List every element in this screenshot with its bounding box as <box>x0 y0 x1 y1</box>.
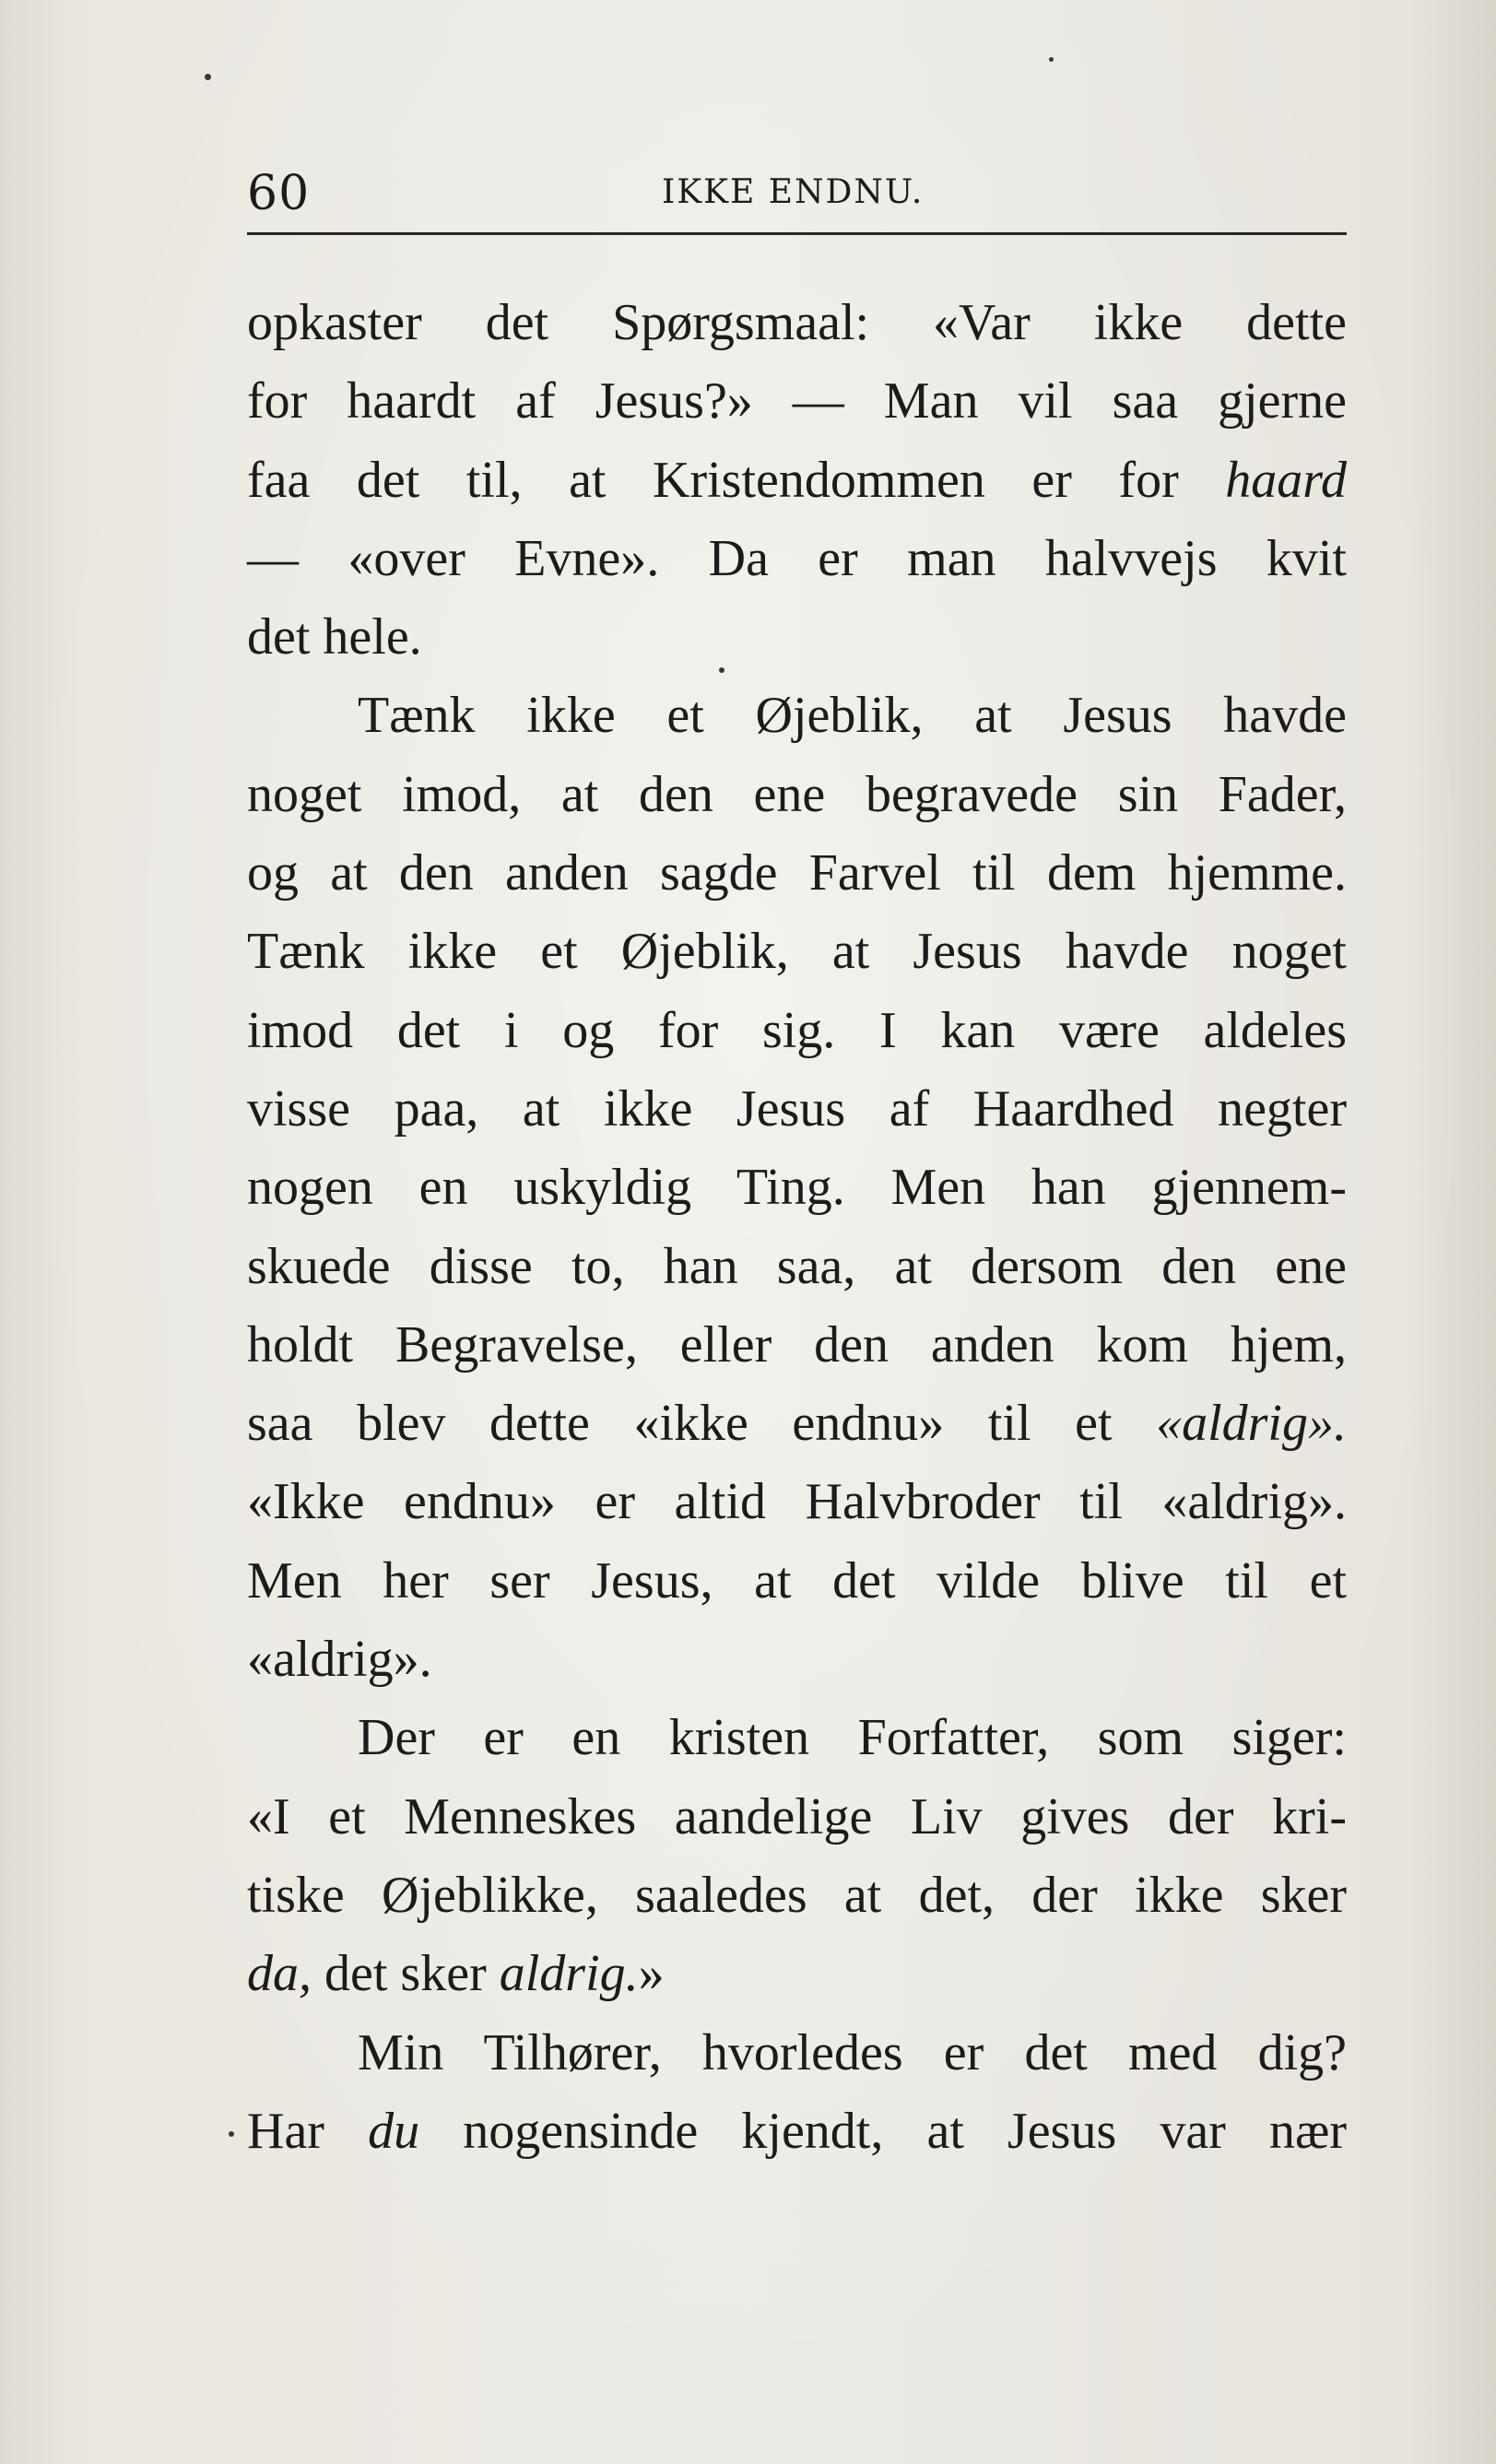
paragraph-first-line: Tænk ikke et Øjeblik, at Jesus havde <box>358 687 1347 745</box>
text-line: visse paa, at ikke Jesus af Haardhed negter <box>247 1079 1347 1138</box>
text-line: Tænk ikke et Øjeblik, at Jesus havde noget <box>247 923 1347 981</box>
text-run: det sker <box>312 1945 500 2003</box>
text-line <box>247 2093 1347 2171</box>
text-run: nogensinde kjendt, at Jesus var nær <box>419 2102 1348 2160</box>
paragraph-first-line: Der er en kristen Forfatter, som siger: <box>358 1709 1347 1767</box>
text-run: » <box>638 1945 665 2003</box>
text-line <box>247 1935 1347 2013</box>
text-line: «Ikke endnu» er altid Halvbroder til «aldrig». <box>247 1473 1347 1531</box>
text-line: det hele. <box>247 608 422 666</box>
text-line: og at den anden sagde Farvel til dem hjemme. <box>247 844 1347 902</box>
text-line <box>247 1385 1347 1463</box>
body-text <box>247 284 1347 2171</box>
text-run: saa blev dette «ikke endnu» til et <box>247 1395 1157 1453</box>
emphasis-text: du <box>368 2102 420 2160</box>
text-line: — «over Evne». Da er man halvvejs kvit <box>247 529 1347 587</box>
text-line: «I et Menneskes aandelige Liv gives der kri- <box>247 1787 1347 1845</box>
emphasis-text: haard <box>1225 451 1347 509</box>
ink-speck <box>229 2131 234 2137</box>
text-line: «aldrig». <box>247 1631 432 1689</box>
paragraph-first-line: Min Tilhører, hvorledes er det med dig? <box>358 2023 1347 2081</box>
emphasis-text: «aldrig». <box>1156 1395 1347 1453</box>
text-line: imod det i og for sig. I kan være aldeles <box>247 1001 1347 1059</box>
text-line: opkaster det Spørgsmaal: «Var ikke dette <box>247 294 1347 351</box>
text-line: noget imod, at den ene begravede sin Fader, <box>247 765 1347 823</box>
text-run: faa det til, at Kristendommen er for <box>247 451 1226 509</box>
text-line <box>247 442 1347 520</box>
page-number: 60 <box>247 166 311 221</box>
text-line: nogen en uskyldig Ting. Men han gjennem- <box>247 1159 1347 1217</box>
text-line: skuede disse to, han saa, at dersom den ene <box>247 1237 1347 1295</box>
emphasis-text: da, <box>247 1945 312 2003</box>
text-line: Men her ser Jesus, at det vilde blive til et <box>247 1551 1347 1609</box>
ink-speck <box>205 74 211 80</box>
emphasis-text: aldrig. <box>499 1945 639 2003</box>
text-line: holdt Begravelse, eller den anden kom hjem, <box>247 1315 1347 1373</box>
text-run: Har <box>247 2102 369 2160</box>
ink-speck <box>1049 57 1054 62</box>
running-title: IKKE ENDNU. <box>662 173 925 211</box>
text-line: for haardt af Jesus?» — Man vil saa gjerne <box>247 372 1347 430</box>
text-line: tiske Øjeblikke, saaledes at det, der ikke sker <box>247 1866 1347 1924</box>
running-head <box>247 159 1347 235</box>
